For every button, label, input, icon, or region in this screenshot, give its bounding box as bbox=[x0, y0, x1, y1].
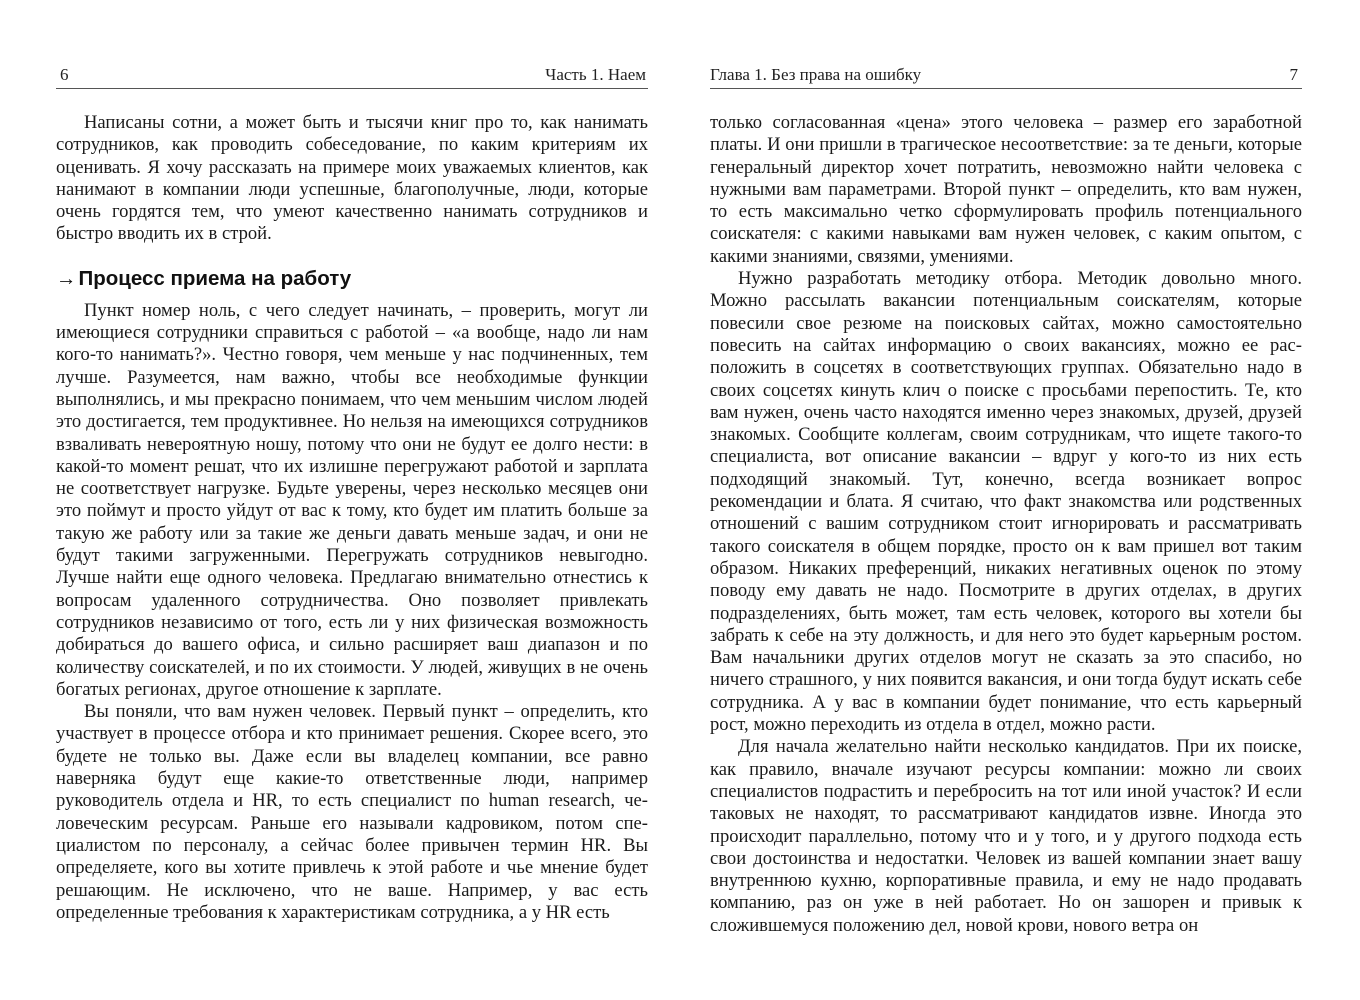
left-paragraph-1: Написаны сотни, а может быть и тысячи книг про то, как нанимать сотрудников, как проводить собеседование, по каким критериям их оценивать. Я хочу рассказать на примере моих уважаемых клиентов, как нанимают в компании люди успешные, благополучные, люди, которые очень гордятся тем, что умеют качественно нанимать сотрудников и быстро вводить их в строй. bbox=[56, 112, 648, 245]
right-running-title: Глава 1. Без права на ошибку bbox=[710, 65, 922, 84]
left-body-text bbox=[56, 112, 648, 924]
section-heading bbox=[56, 266, 648, 292]
right-paragraph-1: только согласованная «цена» этого человека – размер его заработной платы. И они пришли в трагическое несоответствие: за те деньги, которые генеральный директор хочет потратить, невозможно найти человека с нужными вам параметрами. Второй пункт – определить, кто вам нужен, то есть максимально четко сформулировать профиль потенциального соискателя: с какими навыками вам нужен человек, с каким опытом, с какими знаниями, связями, умениями. bbox=[710, 112, 1302, 267]
right-body-text bbox=[710, 112, 1302, 937]
left-paragraph-3: Вы поняли, что вам нужен человек. Первый пункт – определить, кто участвует в процессе отбора и кто принимает решения. Скорее всего, это будете не только вы. Даже если вы владелец компании, все равно наверняка будут еще какие-то ответственные люди, например руководитель отдела и HR, то есть специалист по human research, человеческим ресурсам. Раньше его называли кадровиком, потом специалистом по персоналу, а сейчас более привычен термин HR. Вы определяете, кого вы хотите привлечь к этой работе и чье мнение будет решающим. Не исключено, что не ваше. Например, у вас есть определенные требования к характеристикам сотрудника, а у HR есть bbox=[56, 701, 648, 923]
right-paragraph-2: Нужно разработать методику отбора. Методик довольно много. Можно рассылать вакансии потенциальным соискателям, которые повесили свое резюме на поисковых сайтах, можно самостоятельно повесить на сайтах информацию о своих вакансиях, можно ее расположить в соцсетях в соответствующих группах. Обязательно надо в своих соцсетях кинуть клич о поиске с просьбами перепостить. Те, кто вам нужен, очень часто находятся именно через знакомых, друзей, друзей знакомых. Сообщите коллегам, своим сотрудникам, что ищете такого-то специалиста, вот описание вакансии – вдруг у кого-то из них есть подходящий знакомый. Тут, конечно, всегда возникает вопрос рекомендации и блата. Я считаю, что факт знакомства или родственных отношений с вашим сотрудником стоит игнорировать и рассматривать такого соискателя в общем порядке, просто он к вам пришел вот таким образом. Никаких преференций, никаких негативных оценок по этому поводу ему давать не надо. Посмотрите в других отделах, в других подразделениях, быть может, там есть человек, которого вы хотели бы забрать к себе на эту должность, и для него это будет карьерным ростом. Вам начальники других отделов могут не сказать за это спасибо, но ничего страшного, у них появится вакансия, и они тогда будут искать себе сотрудника. А у вас в компании будет понимание, что есть карьерный рост, можно переходить из отдела в отдел, можно расти. bbox=[710, 268, 1302, 736]
left-running-head bbox=[56, 62, 648, 89]
right-running-head bbox=[710, 62, 1302, 89]
section-heading-text: Процесс приема на работу bbox=[78, 266, 352, 290]
right-page bbox=[680, 0, 1360, 1000]
right-paragraph-3: Для начала желательно найти несколько кандидатов. При их поиске, как правило, вначале изучают ресурсы компании: можно ли своих специалистов подрастить и перебросить на тот или иной участок? И если таковых не находят, то рассматривают кандидатов извне. Иногда это происходит параллельно, потому что и у того, и у другого подхода есть свои достоинства и недостатки. Человек из вашей компании знает вашу внутреннюю кухню, корпоративные правила, и ему не надо продавать компанию, раз он уже в ней работает. Но он зашорен и привык к сложившемуся положению дел, новой крови, нового ветра он bbox=[710, 736, 1302, 936]
right-page-number: 7 bbox=[1289, 65, 1298, 84]
left-running-title: Часть 1. Наем bbox=[545, 65, 646, 84]
arrow-right-icon: → bbox=[56, 266, 77, 290]
left-page-number: 6 bbox=[60, 65, 69, 84]
left-paragraph-2: Пункт номер ноль, с чего следует начинать, – проверить, могут ли имеющиеся сотрудники справиться с работой – «а вообще, надо ли нам кого-то нанимать?». Честно говоря, чем меньше у нас подчиненных, тем лучше. Разумеется, нам важно, чтобы все необходимые функции выполнялись, и мы прекрасно понимаем, что чем меньшим числом людей это достигается, тем продуктивнее. Но нельзя на имеющихся сотрудников взваливать невероятную ношу, потому что они не будут ее долго нести: в какой-то момент решат, что их излишне перегружают работой и зарплата не соответствует нагрузке. Будьте уверены, через несколько месяцев они это поймут и просто уйдут от вас к тому, кто будет им платить больше за такую же работу или за такие же деньги давать меньше задач, и они не будут такими загруженными. Перегружать сотрудников невыгодно. Лучше найти еще одного человека. Предлагаю внимательно отнестись к вопросам удаленного сотрудничества. Оно позволяет привлекать сотрудников независимо от того, есть ли у них физическая возможность добираться до вашего офиса, и сильно расширяет ваш диапазон и по количеству соискателей, и по их стоимости. У людей, живущих в не очень богатых регионах, другое отношение к зарплате. bbox=[56, 299, 648, 700]
